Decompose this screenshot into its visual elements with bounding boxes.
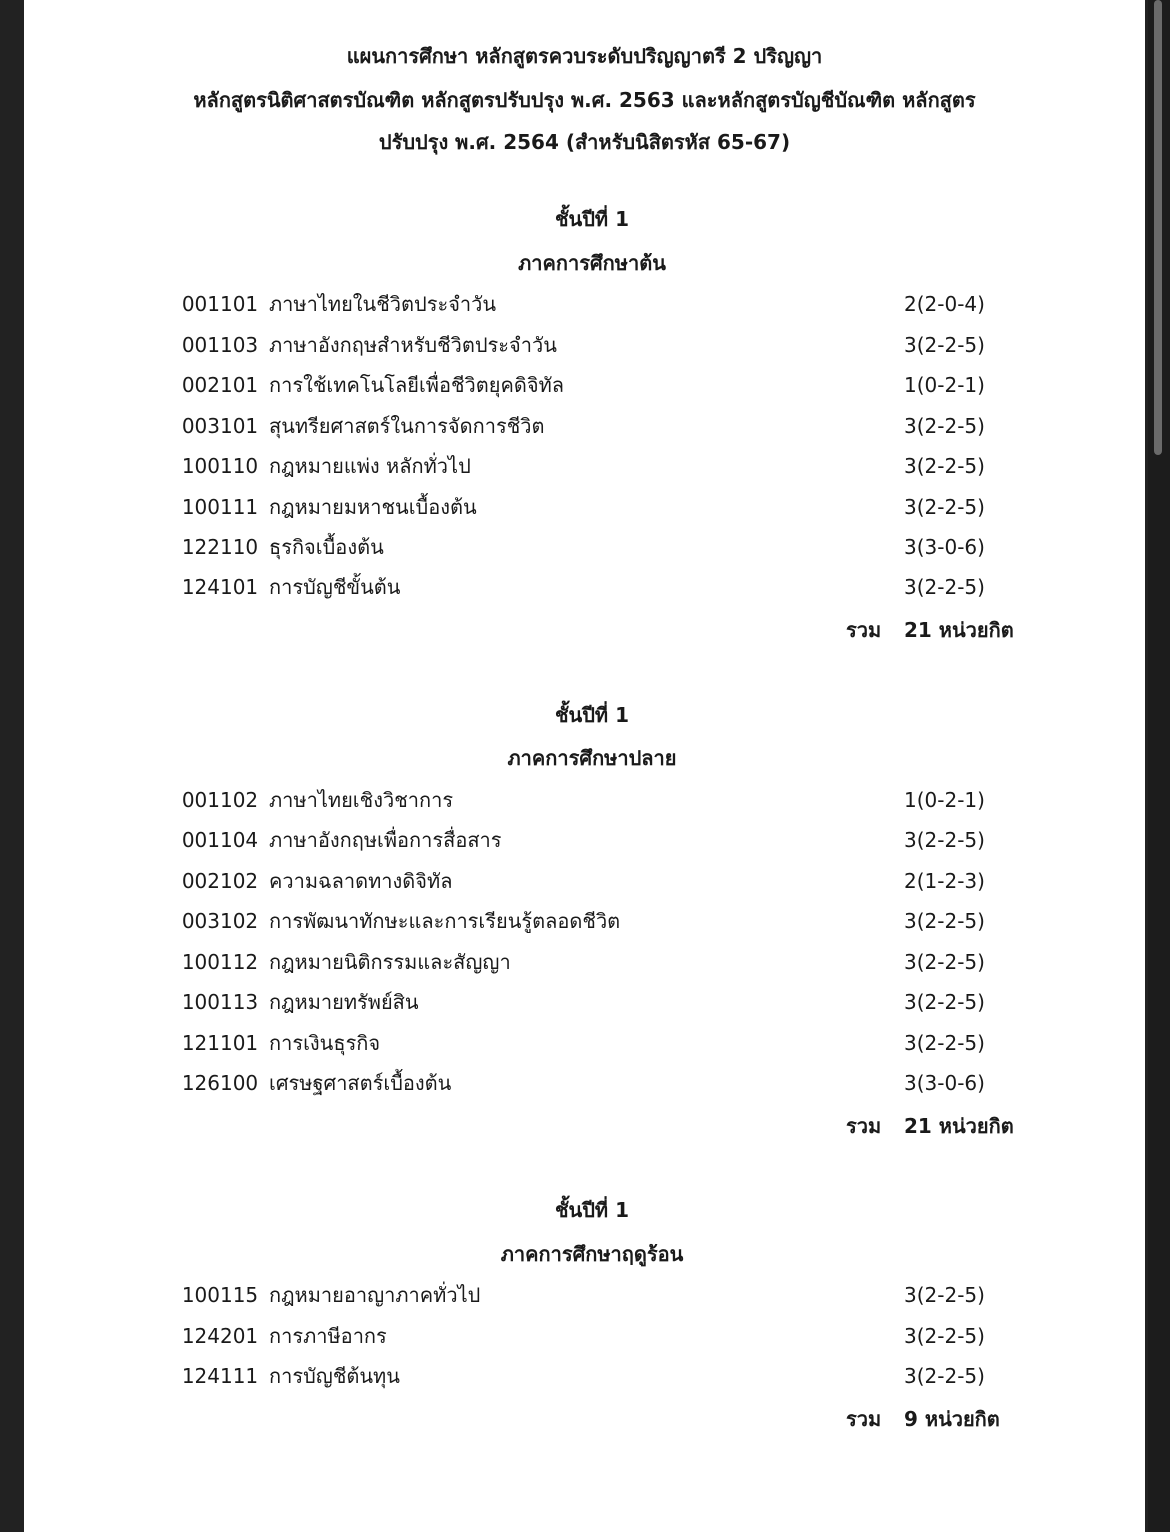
course-credits: 3(2-2-5) bbox=[904, 1031, 985, 1055]
course-row bbox=[24, 942, 1145, 982]
course-credits: 3(2-2-5) bbox=[904, 1324, 985, 1348]
course-row bbox=[24, 567, 1145, 607]
course-credits: 3(2-2-5) bbox=[904, 414, 985, 438]
course-code: 100112 bbox=[181, 950, 259, 974]
total-value: 21 หน่วยกิต bbox=[904, 1114, 1014, 1138]
course-row bbox=[24, 365, 1145, 405]
course-row bbox=[24, 1316, 1145, 1356]
document-title-line-1: แผนการศึกษา หลักสูตรควบระดับปริญญาตรี 2 ปริญญา bbox=[346, 44, 823, 68]
course-name: ภาษาอังกฤษสำหรับชีวิตประจำวัน bbox=[269, 333, 557, 357]
total-label: รวม bbox=[846, 618, 882, 642]
course-row bbox=[24, 527, 1145, 567]
course-name: สุนทรียศาสตร์ในการจัดการชีวิต bbox=[269, 414, 545, 438]
course-code: 001103 bbox=[181, 333, 259, 357]
course-name: การเงินธุรกิจ bbox=[269, 1031, 381, 1055]
course-row bbox=[24, 1063, 1145, 1103]
document-title-line-3: ปรับปรุง พ.ศ. 2564 (สำหรับนิสิตรหัส 65-67) bbox=[378, 130, 791, 154]
course-row bbox=[24, 446, 1145, 486]
document-title-line-2: หลักสูตรนิติศาสตรบัณฑิต หลักสูตรปรับปรุง พ.ศ. 2563 และหลักสูตรบัญชีบัณฑิต หลักสูตร bbox=[193, 88, 976, 112]
course-credits: 1(0-2-1) bbox=[904, 373, 985, 397]
course-credits: 3(2-2-5) bbox=[904, 828, 985, 852]
course-credits: 3(2-2-5) bbox=[904, 454, 985, 478]
course-name: กฎหมายแพ่ง หลักทั่วไป bbox=[269, 454, 471, 478]
course-credits: 1(0-2-1) bbox=[904, 788, 985, 812]
course-name: การภาษีอากร bbox=[269, 1324, 387, 1348]
section-semester-heading: ภาคการศึกษาต้น bbox=[518, 251, 666, 275]
course-code: 003102 bbox=[181, 909, 259, 933]
course-credits: 3(3-0-6) bbox=[904, 535, 985, 559]
course-name: กฎหมายมหาชนเบื้องต้น bbox=[269, 495, 477, 519]
course-row bbox=[24, 325, 1145, 365]
course-code: 124201 bbox=[181, 1324, 259, 1348]
course-credits: 2(2-0-4) bbox=[904, 292, 985, 316]
course-credits: 3(2-2-5) bbox=[904, 1283, 985, 1307]
course-code: 122110 bbox=[181, 535, 259, 559]
course-code: 126100 bbox=[181, 1071, 259, 1095]
course-code: 100111 bbox=[181, 495, 259, 519]
course-credits: 2(1-2-3) bbox=[904, 869, 985, 893]
course-row bbox=[24, 1275, 1145, 1315]
course-code: 001102 bbox=[181, 788, 259, 812]
course-code: 100113 bbox=[181, 990, 259, 1014]
course-credits: 3(2-2-5) bbox=[904, 1364, 985, 1388]
course-row bbox=[24, 861, 1145, 901]
section-year-heading: ชั้นปีที่ 1 bbox=[554, 1198, 629, 1222]
section-total-row bbox=[24, 1106, 1145, 1146]
course-name: ภาษาอังกฤษเพื่อการสื่อสาร bbox=[269, 828, 502, 852]
course-credits: 3(2-2-5) bbox=[904, 909, 985, 933]
course-credits: 3(2-2-5) bbox=[904, 990, 985, 1014]
course-code: 121101 bbox=[181, 1031, 259, 1055]
course-name: การพัฒนาทักษะและการเรียนรู้ตลอดชีวิต bbox=[269, 909, 621, 933]
course-name: ความฉลาดทางดิจิทัล bbox=[269, 869, 453, 893]
section-total-row bbox=[24, 610, 1145, 650]
scrollbar-thumb[interactable] bbox=[1154, 0, 1162, 455]
course-code: 003101 bbox=[181, 414, 259, 438]
course-row bbox=[24, 1356, 1145, 1396]
course-name: กฎหมายนิติกรรมและสัญญา bbox=[269, 950, 511, 974]
total-value: 21 หน่วยกิต bbox=[904, 618, 1014, 642]
course-code: 100115 bbox=[181, 1283, 259, 1307]
course-code: 100110 bbox=[181, 454, 259, 478]
course-name: ภาษาไทยเชิงวิชาการ bbox=[269, 788, 454, 812]
course-row bbox=[24, 487, 1145, 527]
course-code: 124101 bbox=[181, 575, 259, 599]
course-credits: 3(2-2-5) bbox=[904, 495, 985, 519]
course-credits: 3(2-2-5) bbox=[904, 575, 985, 599]
total-value: 9 หน่วยกิต bbox=[904, 1407, 1000, 1431]
course-row bbox=[24, 820, 1145, 860]
course-row bbox=[24, 406, 1145, 446]
course-name: การใช้เทคโนโลยีเพื่อชีวิตยุคดิจิทัล bbox=[269, 373, 565, 397]
course-name: การบัญชีต้นทุน bbox=[269, 1364, 400, 1388]
total-label: รวม bbox=[846, 1407, 882, 1431]
document-page bbox=[24, 0, 1145, 1532]
course-code: 001101 bbox=[181, 292, 259, 316]
course-row bbox=[24, 982, 1145, 1022]
course-credits: 3(3-0-6) bbox=[904, 1071, 985, 1095]
course-code: 002101 bbox=[181, 373, 259, 397]
total-label: รวม bbox=[846, 1114, 882, 1138]
course-code: 001104 bbox=[181, 828, 259, 852]
course-name: การบัญชีขั้นต้น bbox=[269, 575, 401, 599]
course-name: ธุรกิจเบื้องต้น bbox=[269, 535, 384, 559]
course-name: กฎหมายทรัพย์สิน bbox=[269, 990, 419, 1014]
section-semester-heading: ภาคการศึกษาปลาย bbox=[507, 746, 677, 770]
course-name: ภาษาไทยในชีวิตประจำวัน bbox=[269, 292, 497, 316]
course-name: เศรษฐศาสตร์เบื้องต้น bbox=[269, 1071, 452, 1095]
section-semester-heading: ภาคการศึกษาฤดูร้อน bbox=[500, 1242, 684, 1266]
section-year-heading: ชั้นปีที่ 1 bbox=[554, 207, 629, 231]
course-credits: 3(2-2-5) bbox=[904, 333, 985, 357]
course-name: กฎหมายอาญาภาคทั่วไป bbox=[269, 1283, 481, 1307]
section-year-heading: ชั้นปีที่ 1 bbox=[554, 703, 629, 727]
course-code: 124111 bbox=[181, 1364, 259, 1388]
course-row bbox=[24, 284, 1145, 324]
course-row bbox=[24, 901, 1145, 941]
section-total-row bbox=[24, 1399, 1145, 1439]
course-row bbox=[24, 1023, 1145, 1063]
course-row bbox=[24, 780, 1145, 820]
course-code: 002102 bbox=[181, 869, 259, 893]
course-credits: 3(2-2-5) bbox=[904, 950, 985, 974]
